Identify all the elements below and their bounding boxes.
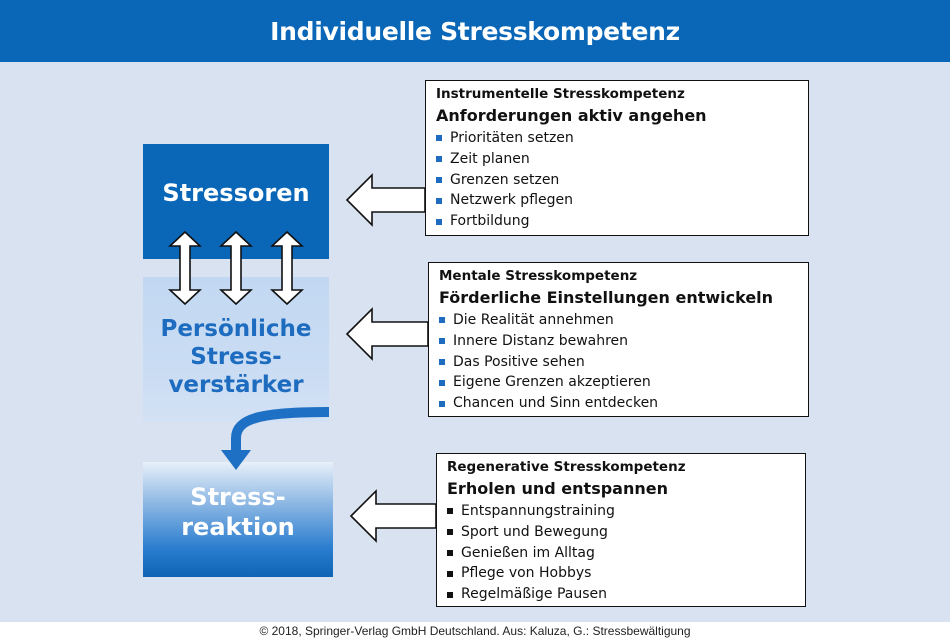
list-item-label: Fortbildung — [450, 213, 530, 230]
square-bullet-icon — [436, 177, 442, 183]
header-title: Individuelle Stresskompetenz — [0, 0, 950, 62]
list-item-label: Prioritäten setzen — [450, 130, 574, 146]
list-item-label: Chancen und Sinn entdecken — [453, 395, 659, 412]
square-bullet-icon — [436, 156, 442, 162]
list-item-label: Das Positive sehen — [453, 353, 585, 370]
reaktion-line-1: Stress- — [190, 483, 286, 511]
square-bullet-icon — [447, 508, 453, 514]
left-arrow-icon — [351, 491, 436, 541]
mentale-kompetenz-box — [428, 262, 809, 417]
reaktion-line-2: reaktion — [181, 513, 295, 541]
competency-subtitle: Erholen und entspannen — [447, 479, 668, 498]
list-item-label: Genießen im Alltag — [461, 544, 595, 561]
square-bullet-icon — [447, 550, 453, 556]
competency-title: Regenerative Stresskompetenz — [447, 459, 686, 475]
list-item-label: Zeit planen — [450, 150, 530, 167]
double-arrow-icon — [272, 232, 302, 304]
list-item-label: Eigene Grenzen akzeptieren — [453, 374, 651, 391]
list-item — [436, 170, 798, 191]
competency-list — [436, 128, 798, 232]
competency-list — [447, 501, 795, 605]
square-bullet-icon — [439, 338, 445, 344]
list-item-label: Sport und Bewegung — [461, 523, 608, 540]
list-item-label: Regelmäßige Pausen — [461, 586, 608, 603]
competency-title: Instrumentelle Stresskompetenz — [436, 86, 685, 102]
list-item-label: Die Realität annehmen — [453, 312, 614, 328]
square-bullet-icon — [447, 571, 453, 577]
square-bullet-icon — [439, 317, 445, 323]
list-item — [439, 393, 798, 414]
competency-subtitle: Förderliche Einstellungen entwickeln — [439, 288, 774, 307]
list-item — [447, 563, 795, 584]
down-arrowhead-icon — [221, 450, 251, 470]
square-bullet-icon — [447, 529, 453, 535]
list-item-label: Entspannungstraining — [461, 503, 615, 519]
square-bullet-icon — [436, 198, 442, 204]
list-item — [439, 372, 798, 393]
list-item — [436, 211, 798, 232]
list-item — [439, 352, 798, 373]
list-item — [447, 501, 795, 522]
list-item — [439, 331, 798, 352]
list-item — [447, 522, 795, 543]
square-bullet-icon — [447, 592, 453, 598]
competency-list — [439, 310, 798, 414]
list-item — [439, 310, 798, 331]
square-bullet-icon — [439, 380, 445, 386]
list-item-label: Pflege von Hobbys — [461, 565, 592, 582]
competency-title: Mentale Stresskompetenz — [439, 268, 638, 284]
verstaerker-line-1: Persönliche — [160, 316, 312, 342]
left-arrow-icon — [347, 175, 425, 225]
square-bullet-icon — [436, 219, 442, 225]
square-bullet-icon — [439, 401, 445, 407]
list-item-label: Innere Distanz bewahren — [453, 332, 629, 349]
instrumentelle-kompetenz-box — [425, 80, 809, 236]
square-bullet-icon — [439, 359, 445, 365]
list-item-label: Netzwerk pflegen — [450, 192, 573, 209]
left-arrow-icon — [347, 309, 428, 359]
stressoren-label: Stressoren — [162, 178, 310, 207]
verstaerker-line-2: Stress- — [190, 344, 282, 370]
regenerative-kompetenz-box — [436, 453, 806, 607]
list-item — [436, 149, 798, 170]
list-item — [447, 543, 795, 564]
verstaerker-line-3: verstärker — [168, 372, 304, 398]
copyright-footer: © 2018, Springer-Verlag GmbH Deutschland. Aus: Kaluza, G.: Stressbewältigung — [0, 622, 950, 640]
double-arrow-icon — [221, 232, 251, 304]
list-item-label: Grenzen setzen — [450, 171, 560, 188]
list-item — [436, 190, 798, 211]
down-arrow-icon — [236, 412, 329, 452]
competency-subtitle: Anforderungen aktiv angehen — [436, 106, 707, 125]
list-item — [447, 584, 795, 605]
square-bullet-icon — [436, 135, 442, 141]
double-arrow-icon — [170, 232, 200, 304]
list-item — [436, 128, 798, 149]
